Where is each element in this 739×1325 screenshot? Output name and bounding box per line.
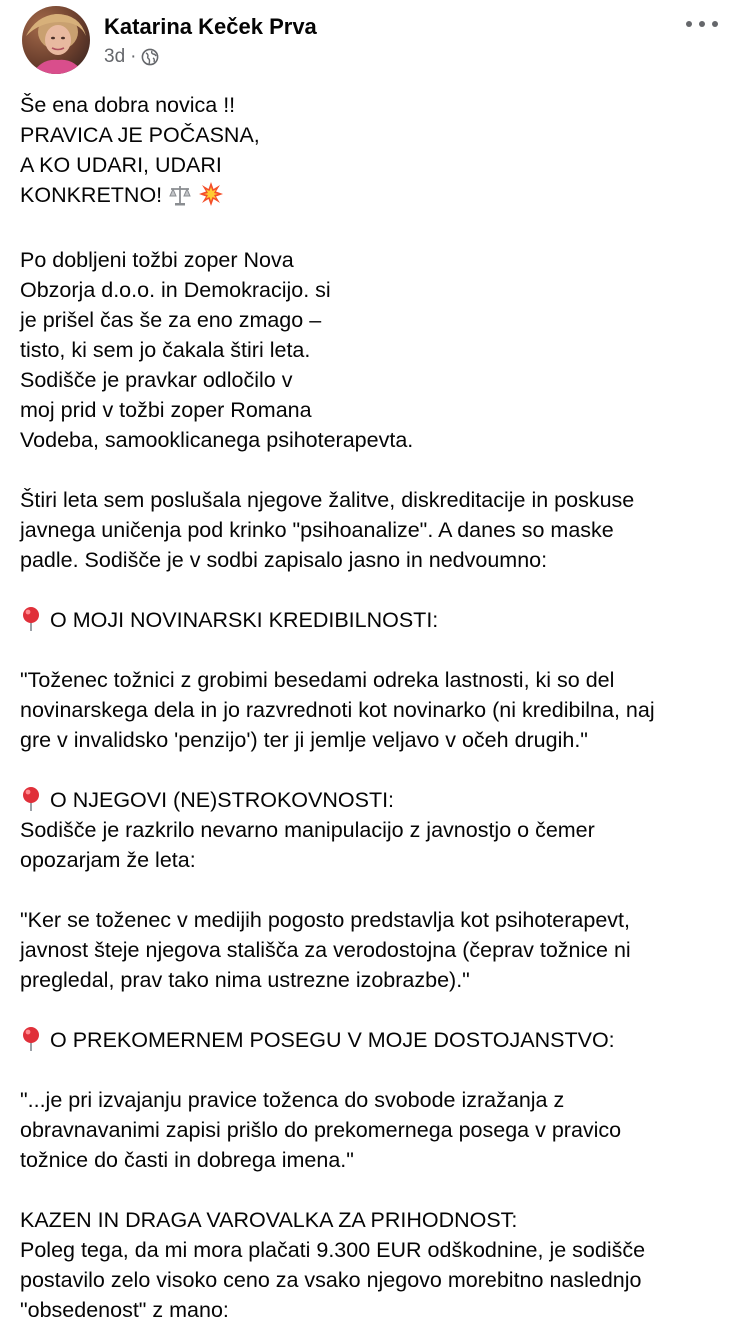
paragraph-line: opozarjam že leta:: [20, 848, 196, 872]
post-timestamp[interactable]: 3d: [104, 46, 126, 67]
paragraph-line: tisto, ki sem jo čakala štiri leta.: [20, 338, 311, 362]
quote-line: gre v invalidsko 'penzijo') ter ji jemlje veljavo v očeh drugih.": [20, 728, 588, 752]
intro-line-text: KONKRETNO!: [20, 183, 163, 207]
globe-icon: [141, 48, 159, 66]
scales-emoji: [168, 183, 192, 215]
quote-line: pregledal, prav tako nima ustrezne izobrazbe).": [20, 968, 470, 992]
paragraph-line: javnega uničenja pod krinko "psihoanalize". A danes so maske: [20, 518, 614, 542]
paragraph-line: Sodišče je pravkar odločilo v: [20, 368, 293, 392]
paragraph-line: Po dobljeni tožbi zoper Nova: [20, 248, 294, 272]
section-heading-text: O PREKOMERNEM POSEGU V MOJE DOSTOJANSTVO:: [50, 1028, 615, 1052]
author-name[interactable]: Katarina Keček Prva: [104, 14, 317, 39]
paragraph-line: je prišel čas še za eno zmago –: [20, 308, 322, 332]
collision-emoji: [198, 181, 224, 215]
paragraph-line: padle. Sodišče je v sodbi zapisalo jasno in nedvoumno:: [20, 548, 548, 572]
paragraph-line: "obsedenost" z mano:: [20, 1298, 229, 1322]
pushpin-icon: [20, 606, 42, 632]
more-options-icon[interactable]: [684, 12, 720, 34]
paragraph-line: Poleg tega, da mi mora plačati 9.300 EUR odškodnine, je sodišče: [20, 1238, 646, 1262]
section-heading-penalty: KAZEN IN DRAGA VAROVALKA ZA PRIHODNOST:: [20, 1208, 518, 1232]
section-heading-expertise: [20, 785, 720, 815]
intro-line: PRAVICA JE POČASNA,: [20, 123, 260, 147]
quote-line: tožnice do časti in dobrega imena.": [20, 1148, 354, 1172]
meta-separator: ·: [130, 46, 137, 67]
intro-line: A KO UDARI, UDARI: [20, 153, 222, 177]
section-heading-dignity: [20, 1025, 720, 1055]
quote-line: javnost šteje njegova stališča za verodostojna (čeprav tožnice ni: [20, 938, 631, 962]
pushpin-icon: [20, 1026, 42, 1052]
quote-line: "Toženec tožnici z grobimi besedami odreka lastnosti, ki so del: [20, 668, 615, 692]
quote-line: obravnavanimi zapisi prišlo do prekomernega posega v pravico: [20, 1118, 622, 1142]
post-body: [20, 90, 720, 1325]
intro-line-last: [20, 180, 720, 215]
intro-line: Še ena dobra novica !!: [20, 93, 236, 117]
author-avatar[interactable]: [22, 6, 90, 74]
paragraph-line: Vodeba, samooklicanega psihoterapevta.: [20, 428, 414, 452]
pushpin-icon: [20, 786, 42, 812]
quote-line: "...je pri izvajanju pravice toženca do svobode izražanja z: [20, 1088, 565, 1112]
quote-line: novinarskega dela in jo razvrednoti kot novinarko (ni kredibilna, naj: [20, 698, 655, 722]
paragraph-line: Sodišče je razkrilo nevarno manipulacijo z javnostjo o čemer: [20, 818, 595, 842]
paragraph-line: moj prid v tožbi zoper Romana: [20, 398, 312, 422]
paragraph-line: Obzorja d.o.o. in Demokracijo. si: [20, 278, 331, 302]
paragraph-line: postavilo zelo visoko ceno za vsako njegovo morebitno naslednjo: [20, 1268, 642, 1292]
quote-line: "Ker se toženec v medijih pogosto predstavlja kot psihoterapevt,: [20, 908, 630, 932]
post-meta: [104, 45, 159, 69]
section-heading-text: O NJEGOVI (NE)STROKOVNOSTI:: [50, 788, 395, 812]
section-heading-text: O MOJI NOVINARSKI KREDIBILNOSTI:: [50, 608, 439, 632]
paragraph-line: Štiri leta sem poslušala njegove žalitve, diskreditacije in poskuse: [20, 488, 635, 512]
post-header: [0, 0, 739, 90]
section-heading-credibility: [20, 605, 720, 635]
